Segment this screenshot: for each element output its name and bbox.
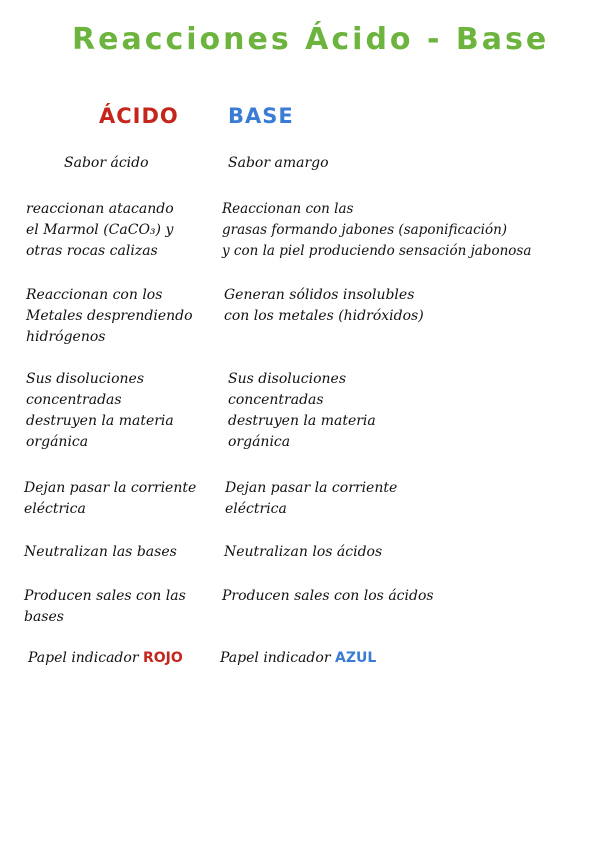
base-text-line: Dejan pasar la corriente — [225, 480, 398, 496]
base-text-line: con los metales (hidróxidos) — [224, 308, 424, 324]
base-property-neutralize — [224, 542, 382, 563]
base-property-grease — [222, 199, 531, 262]
base-text-line: orgánica — [228, 434, 291, 450]
page-title: Reacciones Ácido - Base — [72, 22, 550, 57]
acid-text-line: Sabor ácido — [64, 155, 149, 171]
acid-property-metals — [26, 285, 193, 348]
base-property-conductivity — [225, 478, 397, 520]
base-text-line: Neutralizan los ácidos — [224, 544, 383, 560]
acid-text-line: Dejan pasar la corriente — [24, 480, 197, 496]
base-text-line: Reaccionan con las — [222, 201, 354, 217]
base-property-metals — [224, 285, 424, 327]
acid-text-line: Producen sales con las — [24, 588, 186, 604]
base-text-line: eléctrica — [225, 501, 287, 517]
acid-property-salts — [24, 586, 186, 628]
acid-text-line: hidrógenos — [26, 329, 106, 345]
base-text-line: Sabor amargo — [228, 155, 329, 171]
acid-indicator-label: Papel indicador — [28, 650, 139, 666]
acid-text-line: Sus disoluciones — [26, 371, 145, 387]
acid-property-taste — [64, 153, 149, 174]
acid-property-marble — [26, 199, 174, 262]
acid-text-line: eléctrica — [24, 501, 86, 517]
acid-text-line: orgánica — [26, 434, 89, 450]
base-text-line: destruyen la materia — [228, 413, 376, 429]
acid-property-organic — [26, 369, 174, 453]
base-property-salts — [222, 586, 434, 607]
base-text-line: Producen sales con los ácidos — [222, 588, 434, 604]
acid-indicator — [28, 648, 183, 669]
acid-text-line: otras rocas calizas — [26, 243, 158, 259]
acid-text-line: Reaccionan con los — [26, 287, 163, 303]
acid-text-line: bases — [24, 609, 64, 625]
base-property-taste — [228, 153, 329, 174]
acid-text-line: Metales desprendiendo — [26, 308, 193, 324]
base-text-line: Generan sólidos insolubles — [224, 287, 415, 303]
acid-text-line: el Marmol (CaCO₃) y — [26, 222, 174, 238]
base-indicator — [220, 648, 376, 669]
acid-text-line: destruyen la materia — [26, 413, 174, 429]
acid-property-conductivity — [24, 478, 196, 520]
acid-column-header: ÁCIDO — [99, 104, 179, 128]
base-property-organic — [228, 369, 376, 453]
acid-property-neutralize — [24, 542, 177, 563]
acid-text-line: Neutralizan las bases — [24, 544, 177, 560]
base-text-line: Sus disoluciones — [228, 371, 347, 387]
base-text-line: grasas formando jabones (saponificación) — [222, 222, 508, 238]
base-indicator-label: Papel indicador — [220, 650, 331, 666]
base-column-header: BASE — [228, 104, 294, 128]
base-indicator-color: AZUL — [334, 650, 377, 666]
acid-indicator-color: ROJO — [142, 650, 183, 666]
acid-text-line: reaccionan atacando — [26, 201, 174, 217]
acid-text-line: concentradas — [26, 392, 122, 408]
base-text-line: y con la piel produciendo sensación jabonosa — [222, 243, 532, 259]
base-text-line: concentradas — [228, 392, 324, 408]
